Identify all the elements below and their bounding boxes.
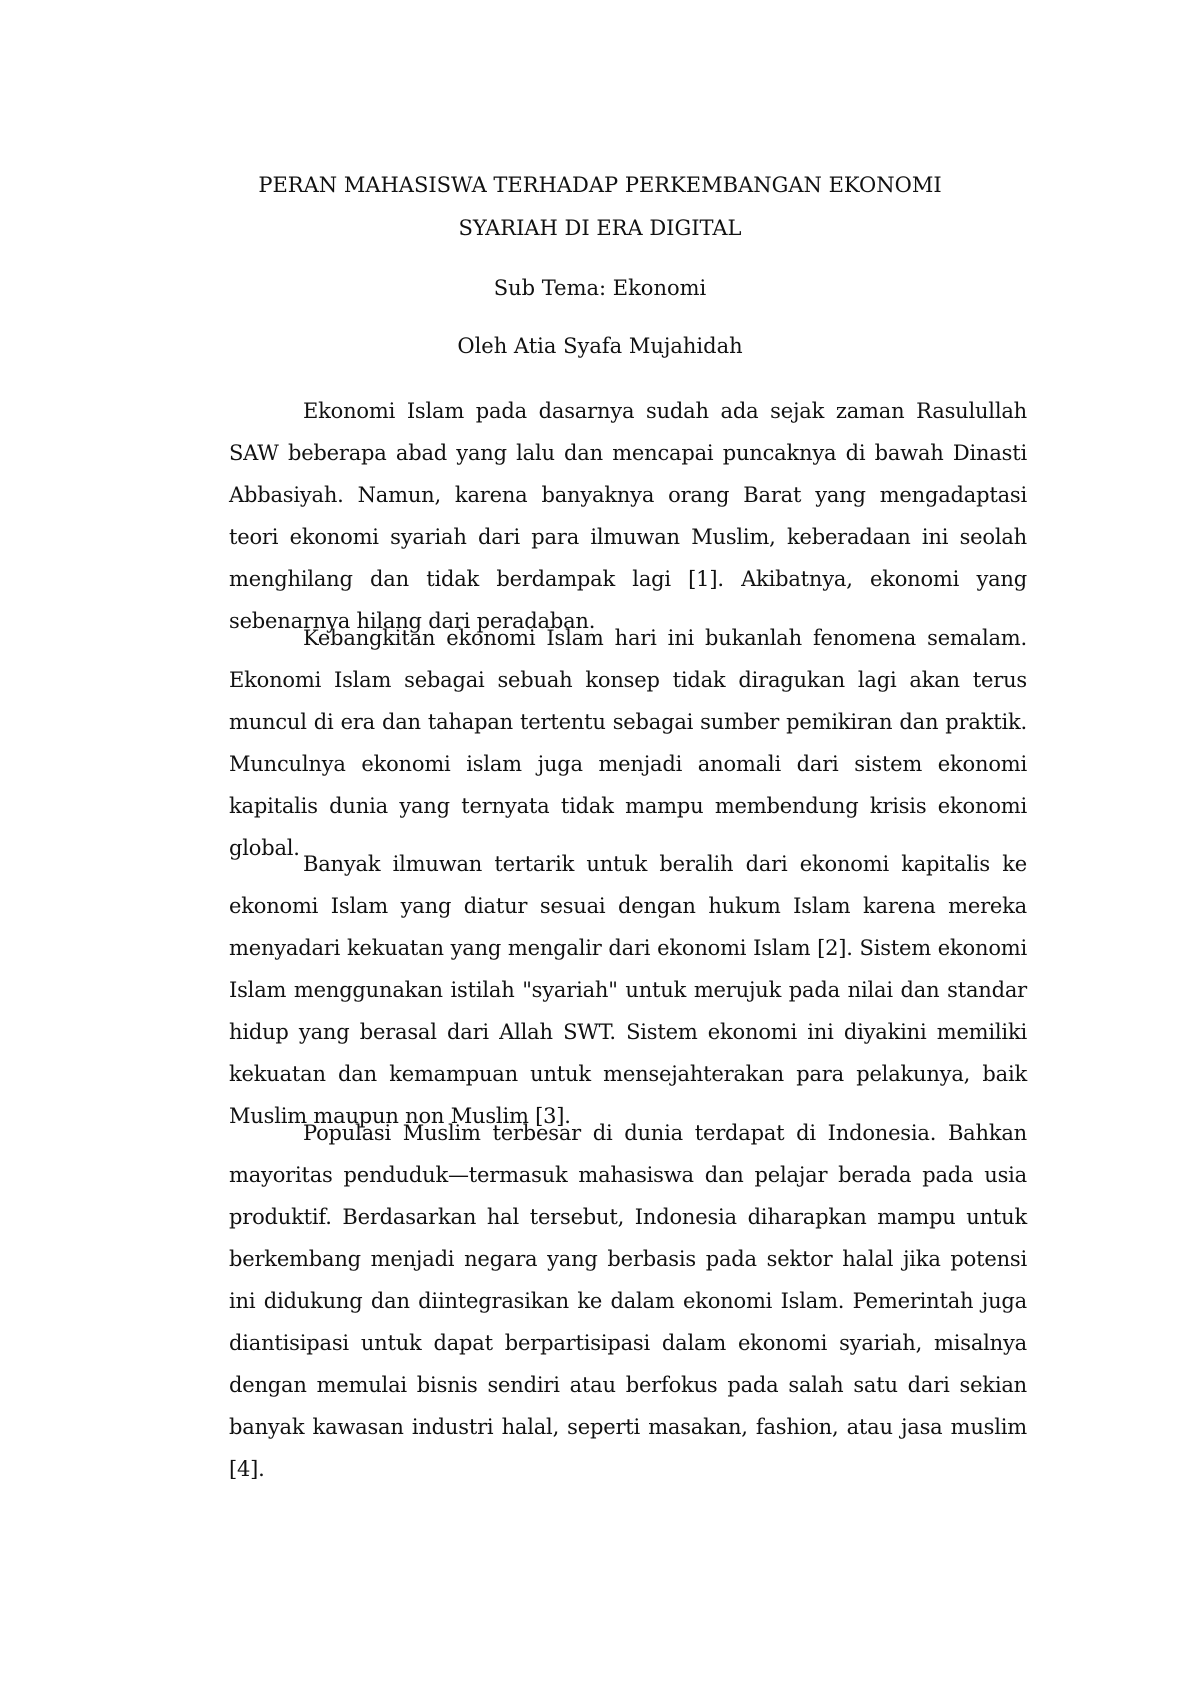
subtheme-label: Sub Tema: Ekonomi — [493, 276, 707, 300]
document-title-line-1: PERAN MAHASISWA TERHADAP PERKEMBANGAN EKONOMI — [258, 173, 942, 197]
body-paragraph-4: Populasi Muslim terbesar di dunia terdapat di Indonesia. Bahkan mayoritas penduduk—termasuk mahasiswa dan pelajar berada pada usia produktif. Berdasarkan hal tersebut, Indonesia diharapkan mampu untuk berkembang menjadi negara yang berbasis pada sektor halal jika potensi ini didukung dan diintegrasikan ke dalam ekonomi Islam. Pemerintah juga diantisipasi untuk dapat berpartisipasi dalam ekonomi syariah, misalnya dengan memulai bisnis sendiri atau berfokus pada salah satu dari sekian banyak kawasan industri halal, seperti masakan, fashion, atau jasa muslim [4]. — [229, 1121, 1027, 1481]
document-title-line-2: SYARIAH DI ERA DIGITAL — [458, 216, 742, 240]
author-label: Oleh Atia Syafa Mujahidah — [457, 334, 743, 358]
body-paragraph-2: Kebangkitan ekonomi Islam hari ini bukanlah fenomena semalam. Ekonomi Islam sebagai sebuah konsep tidak diragukan lagi akan terus muncul di era dan tahapan tertentu sebagai sumber pemikiran dan praktik. Munculnya ekonomi islam juga menjadi anomali dari sistem ekonomi kapitalis dunia yang ternyata tidak mampu membendung krisis ekonomi global. — [229, 626, 1027, 860]
body-paragraph-3: Banyak ilmuwan tertarik untuk beralih dari ekonomi kapitalis ke ekonomi Islam yang diatur sesuai dengan hukum Islam karena mereka menyadari kekuatan yang mengalir dari ekonomi Islam [2]. Sistem ekonomi Islam menggunakan istilah "syariah" untuk merujuk pada nilai dan standar hidup yang berasal dari Allah SWT. Sistem ekonomi ini diyakini memiliki kekuatan dan kemampuan untuk mensejahterakan para pelakunya, baik Muslim maupun non Muslim [3]. — [229, 852, 1027, 1128]
body-paragraph-1: Ekonomi Islam pada dasarnya sudah ada sejak zaman Rasulullah SAW beberapa abad yang lalu dan mencapai puncaknya di bawah Dinasti Abbasiyah. Namun, karena banyaknya orang Barat yang mengadaptasi teori ekonomi syariah dari para ilmuwan Muslim, keberadaan ini seolah menghilang dan tidak berdampak lagi [1]. Akibatnya, ekonomi yang sebenarnya hilang dari peradaban. — [229, 399, 1027, 633]
